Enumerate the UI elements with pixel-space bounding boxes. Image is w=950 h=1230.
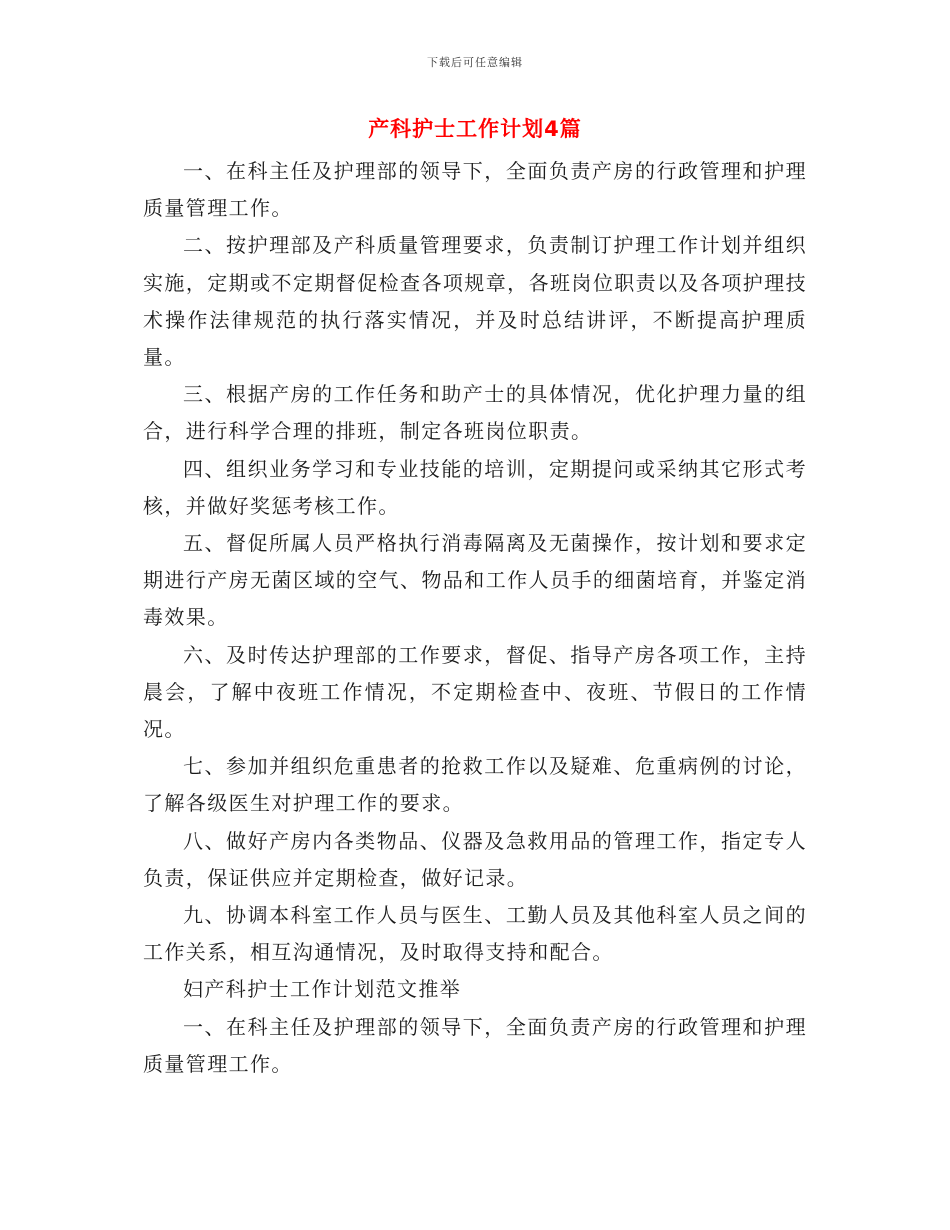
paragraph: 二、按护理部及产科质量管理要求，负责制订护理工作计划并组织实施，定期或不定期督促检查各项规章，各班岗位职责以及各项护理技术操作法律规范的执行落实情况，并及时总结讲评，不断提高护理质量。: [143, 233, 807, 370]
document-title: 产科护士工作计划4篇: [368, 117, 582, 141]
paragraph: 一、在科主任及护理部的领导下，全面负责产房的行政管理和护理质量管理工作。: [143, 1014, 807, 1076]
paragraph: 八、做好产房内各类物品、仪器及急救用品的管理工作，指定专人负责，保证供应并定期检查，做好记录。: [143, 828, 807, 890]
paragraph: 五、督促所属人员严格执行消毒隔离及无菌操作，按计划和要求定期进行产房无菌区域的空气、物品和工作人员手的细菌培育，并鉴定消毒效果。: [143, 531, 807, 630]
section-heading: 妇产科护士工作计划范文推举: [183, 977, 462, 1002]
paragraph: 四、组织业务学习和专业技能的培训，定期提问或采纳其它形式考核，并做好奖惩考核工作。: [143, 456, 807, 518]
header-note: 下载后可任意编辑: [427, 56, 523, 69]
paragraph: 三、根据产房的工作任务和助产士的具体情况，优化护理力量的组合，进行科学合理的排班，制定各班岗位职责。: [143, 382, 807, 444]
paragraph: 六、及时传达护理部的工作要求，督促、指导产房各项工作，主持晨会，了解中夜班工作情况，不定期检查中、夜班、节假日的工作情况。: [143, 642, 807, 742]
paragraph: 七、参加并组织危重患者的抢救工作以及疑难、危重病例的讨论，了解各级医生对护理工作的要求。: [143, 754, 807, 816]
document-body: [143, 153, 807, 1083]
paragraph: 九、协调本科室工作人员与医生、工勤人员及其他科室人员之间的工作关系，相互沟通情况，及时取得支持和配合。: [143, 903, 807, 965]
paragraph: 一、在科主任及护理部的领导下，全面负责产房的行政管理和护理质量管理工作。: [143, 159, 807, 221]
